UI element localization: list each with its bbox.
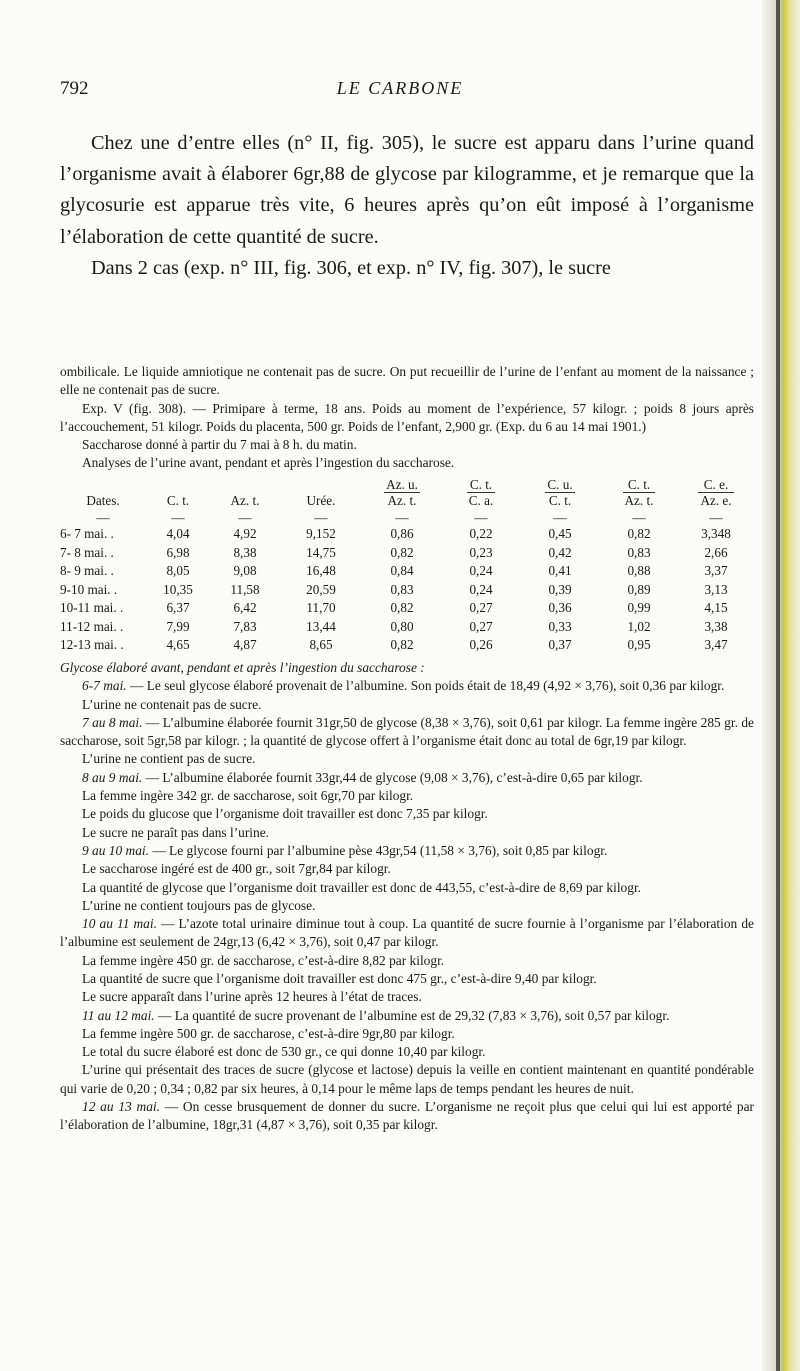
value-cell: 0,84 [390, 563, 414, 579]
column-header: Az. t. [230, 493, 260, 509]
value-cell: 4,04 [166, 525, 190, 541]
daily-entries [60, 677, 754, 1134]
table-body [60, 525, 754, 655]
value-cell: 9,08 [233, 563, 257, 579]
value-cell: 0,82 [390, 637, 414, 653]
entry-line: L’urine qui présentait des traces de sucre (glycose et lactose) depuis la veille en contient maintenant en quantité pondérable qui varie de 0,20 ; 0,34 ; 0,82 par six heures, à 0,14 pour le même laps de temps pendant les heures de nuit. [60, 1062, 754, 1096]
table-row [60, 525, 754, 544]
entry-line: L’urine ne contenait pas de sucre. [82, 696, 262, 712]
value-cell: 11,70 [306, 600, 336, 616]
page-edge-scan [762, 0, 800, 1371]
value-cell: 16,48 [306, 563, 336, 579]
glycose-section-title: Glycose élaboré avant, pendant et après l’ingestion du saccharose : [60, 659, 425, 675]
daily-entry: 12 au 13 mai. — On cesse brusquement de donner du sucre. L’organisme ne reçoit plus que celui qui lui est apporté par l’élaboration de l’albumine, 18gr,31 (4,87 × 3,76), soit 0,35 par kilogr. [60, 1099, 754, 1133]
value-cell: 13,44 [306, 618, 336, 634]
column-header: $\frac{C. u.}{C. t.}$ [547, 477, 573, 509]
value-cell: 8,65 [309, 637, 333, 653]
footnote-paragraph: ombilicale. Le liquide amniotique ne contenait pas de sucre. On put recueillir de l’urine de l’enfant au moment de la naissance ; elle ne contenait pas de sucre. [60, 364, 754, 398]
date-cell: 11-12 mai. . [60, 618, 124, 634]
column-header: C. t. [166, 493, 190, 509]
date-cell: 8- 9 mai. . [60, 563, 114, 579]
table-header-row [60, 477, 754, 511]
date-cell: 10-11 mai. . [60, 600, 124, 616]
value-cell: 6,98 [166, 544, 190, 560]
table-row [60, 543, 754, 562]
running-title: LE CARBONE [336, 78, 464, 98]
value-cell: 0,89 [627, 581, 651, 597]
value-cell: 0,80 [390, 618, 414, 634]
entry-line: Le sucre ne paraît pas dans l’urine. [82, 824, 270, 840]
value-cell: 0,26 [469, 637, 493, 653]
date-cell: 6- 7 mai. . [60, 525, 114, 541]
column-header: Urée. [306, 493, 336, 509]
footnote-block [60, 363, 754, 1135]
value-cell: 3,13 [704, 581, 728, 597]
page-number: 792 [60, 78, 89, 99]
entry-line: La femme ingère 450 gr. de saccharose, c’est-à-dire 8,82 par kilogr. [82, 952, 445, 968]
value-cell: 2,66 [704, 544, 728, 560]
value-cell: 0,41 [548, 563, 572, 579]
page-edge-shadow [776, 0, 780, 1371]
value-cell: 3,348 [701, 525, 731, 541]
value-cell: 9,152 [306, 525, 336, 541]
entry-line: L’urine ne contient pas de sucre. [82, 751, 256, 767]
value-cell: 0,88 [627, 563, 651, 579]
entry-line: Le saccharose ingéré est de 400 gr., soit 7gr,84 par kilogr. [82, 861, 391, 877]
table-dash-row: — — — — — — — — — [96, 509, 723, 525]
page-header [60, 78, 740, 108]
value-cell: 0,83 [627, 544, 651, 560]
value-cell: 3,38 [704, 618, 728, 634]
value-cell: 4,65 [166, 637, 190, 653]
entry-line: Le poids du glucose que l’organisme doit travailler est donc 7,35 par kilogr. [82, 806, 488, 822]
daily-entry: 8 au 9 mai. — L’albumine élaborée fournit 33gr,44 de glycose (9,08 × 3,76), c’est-à-dire 0,65 par kilogr. [82, 769, 643, 785]
daily-entry: 7 au 8 mai. — L’albumine élaborée fournit 31gr,50 de glycose (8,38 × 3,76), soit 0,61 par kilogr. La femme ingère 285 gr. de saccharose, soit 5gr,58 par kilogr. ; la quantité de glycose offert à l’organisme était donc au total de 6gr,19 par kilogr. [60, 714, 754, 749]
value-cell: 0,82 [390, 544, 414, 560]
value-cell: 0,27 [469, 618, 493, 634]
value-cell: 0,24 [469, 563, 493, 579]
urine-analysis-table [60, 477, 754, 655]
value-cell: 8,05 [166, 563, 190, 579]
column-header: $\frac{C. t.}{C. a.}$ [468, 477, 494, 509]
value-cell: 4,87 [233, 637, 257, 653]
table-row [60, 599, 754, 618]
value-cell: 6,37 [166, 600, 190, 616]
lead-paragraph: Dans 2 cas (exp. n° III, fig. 306, et exp. n° IV, fig. 307), le sucre [91, 256, 611, 279]
value-cell: 6,42 [233, 600, 257, 616]
value-cell: 0,33 [548, 618, 572, 634]
value-cell: 0,27 [469, 600, 493, 616]
value-cell: 0,45 [548, 525, 572, 541]
value-cell: 0,36 [548, 600, 572, 616]
value-cell: 0,37 [548, 637, 572, 653]
value-cell: 7,83 [233, 618, 257, 634]
value-cell: 0,24 [469, 581, 493, 597]
value-cell: 20,59 [306, 581, 336, 597]
table-row [60, 618, 754, 637]
table-row [60, 581, 754, 600]
column-header: $\frac{Az. u.}{Az. t.}$ [386, 477, 418, 509]
value-cell: 10,35 [163, 581, 193, 597]
column-header: Dates. [86, 493, 120, 509]
value-cell: 4,15 [704, 600, 728, 616]
value-cell: 0,83 [390, 581, 414, 597]
daily-entry: 6-7 mai. — Le seul glycose élaboré provenait de l’albumine. Son poids était de 18,49 (4,92 × 3,76), soit 0,36 par kilogr. [82, 678, 725, 694]
value-cell: 7,99 [166, 618, 190, 634]
date-cell: 7- 8 mai. . [60, 544, 114, 560]
entry-line: Le sucre apparaît dans l’urine après 12 heures à l’état de traces. [82, 989, 422, 1005]
main-text [60, 128, 754, 284]
value-cell: 0,23 [469, 544, 493, 560]
value-cell: 0,82 [390, 600, 414, 616]
table-row [60, 562, 754, 581]
column-header: $\frac{C. e.}{Az. e.}$ [700, 477, 732, 509]
lead-paragraph: Chez une d’entre elles (n° II, fig. 305), le sucre est apparu dans l’urine quand l’organisme avait à élaborer 6gr,88 de glycose par kilogramme, et je remarque que la glycosurie est apparue très vite, 6 heures après qu’on eût imposé à l’organisme l’élaboration de cette quantité de sucre. [60, 132, 754, 248]
daily-entry: 11 au 12 mai. — La quantité de sucre provenant de l’albumine est de 29,32 (7,83 × 3,76), soit 0,57 par kilogr. [82, 1007, 670, 1023]
value-cell: 3,47 [704, 637, 728, 653]
column-header: $\frac{C. t.}{Az. t.}$ [624, 477, 654, 509]
footnote-paragraph: Analyses de l’urine avant, pendant et après l’ingestion du saccharose. [82, 455, 455, 471]
experiment-description: Exp. V (fig. 308). — Primipare à terme, 18 ans. Poids au moment de l’expérience, 57 kilogr. ; poids 8 jours après l’accouchement, 51 kilogr. Poids du placenta, 500 gr. Poids de l’enfant, 2,900 gr. (Exp. du 6 au 14 mai 1901.) [60, 400, 754, 434]
value-cell: 0,42 [548, 544, 572, 560]
value-cell: 0,39 [548, 581, 572, 597]
entry-line: La quantité de sucre que l’organisme doit travailler est donc 475 gr., c’est-à-dire 9,40 par kilogr. [82, 970, 597, 986]
value-cell: 0,86 [390, 525, 414, 541]
entry-line: La quantité de glycose que l’organisme doit travailler est donc de 443,55, c’est-à-dire de 8,69 par kilogr. [82, 879, 642, 895]
value-cell: 1,02 [627, 618, 651, 634]
value-cell: 0,99 [627, 600, 651, 616]
entry-line: La femme ingère 342 gr. de saccharose, soit 6gr,70 par kilogr. [82, 788, 414, 804]
entry-line: La femme ingère 500 gr. de saccharose, c’est-à-dire 9gr,80 par kilogr. [82, 1025, 455, 1041]
value-cell: 11,58 [230, 581, 260, 597]
value-cell: 0,95 [627, 637, 651, 653]
entry-line: Le total du sucre élaboré est donc de 530 gr., ce qui donne 10,40 par kilogr. [82, 1044, 486, 1060]
value-cell: 4,92 [233, 525, 257, 541]
date-cell: 9-10 mai. . [60, 581, 118, 597]
value-cell: 14,75 [306, 544, 336, 560]
value-cell: 0,82 [627, 525, 651, 541]
footnote-paragraph: Saccharose donné à partir du 7 mai à 8 h. du matin. [82, 437, 357, 453]
table-row [60, 636, 754, 655]
daily-entry: 9 au 10 mai. — Le glycose fourni par l’albumine pèse 43gr,54 (11,58 × 3,76), soit 0,85 par kilogr. [82, 842, 608, 858]
daily-entry: 10 au 11 mai. — L’azote total urinaire diminue tout à coup. La quantité de sucre fournie à l’organisme par l’élaboration de l’albumine est seulement de 24gr,13 (6,42 × 3,76), soit 0,47 par kilogr. [60, 916, 754, 950]
value-cell: 3,37 [704, 563, 728, 579]
entry-line: L’urine ne contient toujours pas de glycose. [82, 897, 316, 913]
date-cell: 12-13 mai. . [60, 637, 124, 653]
value-cell: 0,22 [469, 525, 493, 541]
value-cell: 8,38 [233, 544, 257, 560]
